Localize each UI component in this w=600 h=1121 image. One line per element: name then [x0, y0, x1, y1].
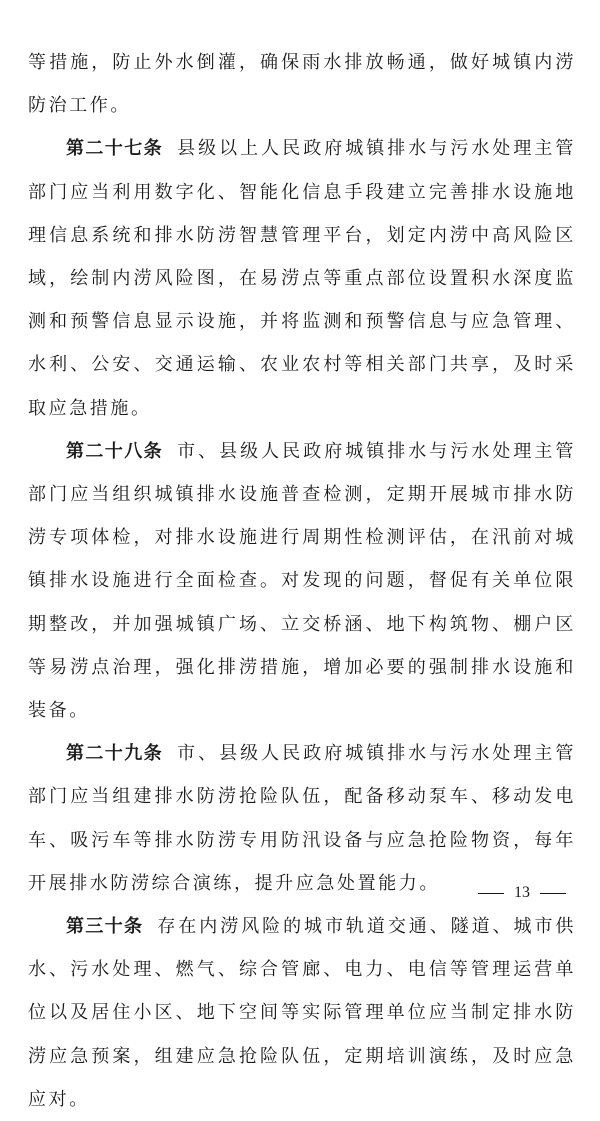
- article-heading: 第三十条: [66, 916, 144, 938]
- page-number-dash-right: [540, 893, 566, 894]
- article-text: 市、县级人民政府城镇排水与污水处理主管部门应当组建排水防涝抢险队伍，配备移动泵车、移动发电车、吸污车等排水防涝专用防汛设备与应急抢险物资，每年开展排水防涝综合演练，提升应急处置能力。: [28, 743, 576, 894]
- article-text: 存在内涝风险的城市轨道交通、隧道、城市供水、污水处理、燃气、综合管廊、电力、电信等管理运营单位以及居住小区、地下空间等实际管理单位应当制定排水防涝应急预案，组建应急抢险队伍，定期培训演练，及时应急应对。: [28, 916, 577, 1110]
- article-heading: 第二十九条: [66, 743, 164, 765]
- document-body: [28, 41, 576, 1121]
- intro-paragraph: 等措施，防止外水倒灌，确保雨水排放畅通，做好城镇内涝防治工作。: [28, 52, 576, 117]
- page-number: [478, 884, 566, 902]
- article-heading: 第二十七条: [66, 138, 164, 160]
- article-27: [28, 127, 576, 429]
- article-heading: 第二十八条: [66, 440, 164, 462]
- page-number-value: 13: [514, 884, 530, 902]
- article-29: [28, 732, 576, 905]
- article-28: [28, 430, 576, 732]
- article-text: 县级以上人民政府城镇排水与污水处理主管部门应当利用数字化、智能化信息手段建立完善排水设施地理信息系统和排水防涝智慧管理平台，划定内涝中高风险区域，绘制内涝风险图，在易涝点等重点部位设置积水深度监测和预警信息显示设施，并将监测和预警信息与应急管理、水利、公安、交通运输、农业农村等相关部门共享，及时采取应急措施。: [28, 138, 576, 419]
- page-number-dash-left: [478, 893, 504, 894]
- article-text: 市、县级人民政府城镇排水与污水处理主管部门应当组织城镇排水设施普查检测，定期开展城市排水防涝专项体检，对排水设施进行周期性检测评估，在汛前对城镇排水设施进行全面检查。对发现的问题，督促有关单位限期整改，并加强城镇广场、立交桥涵、地下构筑物、棚户区等易涝点治理，强化排涝措施，增加必要的强制排水设施和装备。: [28, 440, 576, 722]
- article-30: [28, 905, 576, 1121]
